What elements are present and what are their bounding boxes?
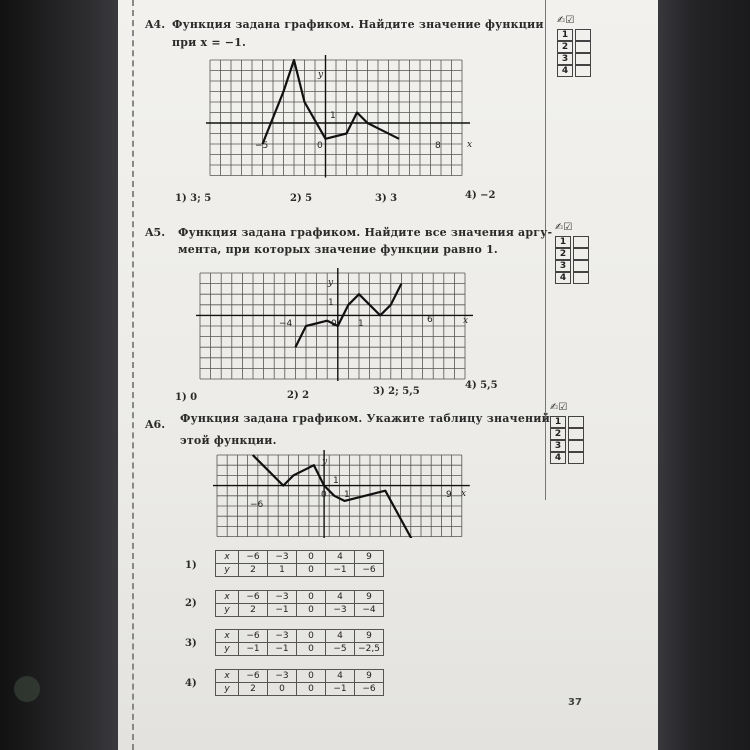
question-a4-text: Функция задана графиком. Найдите значение функции: [172, 18, 544, 31]
table-cell: −5: [326, 643, 355, 656]
table-cell: 4: [326, 591, 355, 604]
table-cell: −6: [239, 551, 268, 564]
graph-a6-x-label: x: [461, 489, 467, 499]
box-label: 2: [557, 41, 573, 53]
table-cell: −1: [268, 643, 297, 656]
graph-a4-grid: [210, 60, 462, 176]
table-cell: −3: [268, 551, 297, 564]
graph-a6-curve: [253, 455, 416, 538]
value-table-1: [215, 550, 384, 577]
table-cell: 9: [355, 551, 384, 564]
graph-a4-y-label: y: [318, 70, 324, 80]
graph-a6-zero-label: 0: [321, 490, 327, 500]
graph-a4-zero-label: 0: [317, 141, 323, 151]
answer-checkbox[interactable]: [568, 428, 584, 440]
box-label: 4: [555, 272, 571, 284]
table-cell: −6: [239, 670, 268, 683]
graph-a5-neg-label: −4: [279, 319, 293, 329]
pencil-check-icon: ✍☑: [550, 402, 568, 413]
answer-checkbox[interactable]: [568, 416, 584, 428]
graph-a6-one-x-label: 1: [344, 490, 350, 500]
page-number: 37: [568, 697, 582, 708]
dark-background-left: [0, 0, 118, 750]
a4-option-1[interactable]: 1) 3; 5: [175, 193, 212, 204]
table-cell: −3: [326, 604, 355, 617]
graph-a6-pos-label: 9: [446, 490, 452, 500]
graph-a6-y-label: y: [322, 457, 328, 467]
table-cell: −1: [326, 683, 355, 696]
answer-boxes-a5: [555, 222, 595, 284]
table-cell: −6: [355, 683, 384, 696]
a5-option-4[interactable]: 4) 5,5: [465, 380, 498, 391]
graph-a6-one-label: 1: [333, 476, 339, 486]
table-cell: −6: [239, 630, 268, 643]
graph-a5-x-label: x: [463, 316, 469, 326]
table-cell: y: [216, 564, 239, 577]
answer-checkbox[interactable]: [575, 29, 591, 41]
table-cell: −3: [268, 591, 297, 604]
table-cell: x: [216, 630, 239, 643]
graph-a4-x-label: x: [467, 140, 473, 150]
a4-option-3[interactable]: 3) 3: [375, 193, 398, 204]
answer-boxes-a6: [550, 402, 590, 464]
table-cell: 0: [297, 683, 326, 696]
graph-a4-pos-label: 8: [435, 141, 441, 151]
question-a4-text-2: при x = −1.: [172, 36, 247, 49]
dark-background-right: [655, 0, 750, 750]
graph-a6-grid: [217, 455, 462, 537]
answer-boxes-a4: [557, 15, 597, 77]
table-row: [216, 630, 384, 643]
table-cell: −4: [355, 604, 384, 617]
box-label: 3: [555, 260, 571, 272]
table-cell: 2: [239, 604, 268, 617]
table-row: [216, 643, 384, 656]
table-cell: 4: [326, 551, 355, 564]
table-row: [216, 670, 384, 683]
table-cell: −2,5: [355, 643, 384, 656]
box-label: 2: [555, 248, 571, 260]
a4-option-2[interactable]: 2) 5: [290, 193, 313, 204]
answer-checkbox[interactable]: [575, 41, 591, 53]
a4-option-4[interactable]: 4) −2: [465, 190, 496, 201]
graph-a4-neg-label: −5: [255, 141, 269, 151]
box-label: 1: [550, 416, 566, 428]
table-cell: −3: [268, 670, 297, 683]
table-cell: 0: [268, 683, 297, 696]
graph-a4-one-label: 1: [330, 111, 336, 121]
graph-a5-one-x-label: 1: [358, 319, 364, 329]
table-cell: 4: [326, 670, 355, 683]
table-cell: 9: [355, 630, 384, 643]
table-1-label[interactable]: 1): [185, 560, 197, 571]
table-cell: −6: [239, 591, 268, 604]
table-cell: −1: [268, 604, 297, 617]
table-cell: x: [216, 670, 239, 683]
answer-checkbox[interactable]: [573, 248, 589, 260]
table-cell: 9: [355, 670, 384, 683]
table-cell: x: [216, 591, 239, 604]
question-a5-text: Функция задана графиком. Найдите все значения аргу-: [178, 226, 553, 239]
table-row: [216, 564, 384, 577]
question-a6-text: Функция задана графиком. Укажите таблицу значений: [180, 412, 550, 425]
table-cell: 0: [297, 591, 326, 604]
question-a5-number: A5.: [145, 226, 166, 239]
graph-a5-zero-label: 0: [331, 319, 337, 329]
table-cell: 0: [297, 564, 326, 577]
table-cell: −6: [355, 564, 384, 577]
table-cell: −1: [326, 564, 355, 577]
table-cell: 2: [239, 564, 268, 577]
question-a6-text-2: этой функции.: [180, 434, 277, 447]
table-cell: 4: [326, 630, 355, 643]
answer-checkbox[interactable]: [568, 440, 584, 452]
box-label: 1: [557, 29, 573, 41]
question-a6-number: A6.: [145, 418, 166, 431]
table-row: [216, 683, 384, 696]
box-label: 1: [555, 236, 571, 248]
graph-a5: [195, 268, 475, 386]
table-row: [216, 591, 384, 604]
table-cell: y: [216, 604, 239, 617]
value-table-2: [215, 590, 384, 617]
table-cell: 9: [355, 591, 384, 604]
answer-checkbox[interactable]: [573, 236, 589, 248]
value-table-3: [215, 629, 384, 656]
graph-a5-pos-label: 6: [427, 315, 433, 325]
answer-checkbox[interactable]: [575, 53, 591, 65]
a5-option-1[interactable]: 1) 0: [175, 392, 198, 403]
table-cell: y: [216, 643, 239, 656]
table-cell: 0: [297, 670, 326, 683]
question-a4-number: A4.: [145, 18, 166, 31]
table-row: [216, 604, 384, 617]
graph-a4: [205, 55, 475, 180]
table-cell: −1: [239, 643, 268, 656]
value-table-4: [215, 669, 384, 696]
table-cell: −3: [268, 630, 297, 643]
a5-option-2[interactable]: 2) 2: [287, 390, 310, 401]
pencil-check-icon: ✍☑: [557, 15, 575, 26]
graph-a6-neg-label: −6: [250, 500, 264, 510]
table-4-label[interactable]: 4): [185, 678, 197, 689]
table-2-label[interactable]: 2): [185, 598, 197, 609]
table-cell: 0: [297, 551, 326, 564]
table-3-label[interactable]: 3): [185, 638, 197, 649]
table-cell: x: [216, 551, 239, 564]
table-cell: 0: [297, 643, 326, 656]
table-cell: y: [216, 683, 239, 696]
pencil-check-icon: ✍☑: [555, 222, 573, 233]
table-cell: 2: [239, 683, 268, 696]
left-margin-dashed-line: [132, 0, 134, 750]
answer-checkbox[interactable]: [568, 452, 584, 464]
box-label: 3: [557, 53, 573, 65]
box-label: 4: [557, 65, 573, 77]
a5-option-3[interactable]: 3) 2; 5,5: [373, 386, 420, 397]
camera-button-icon: [14, 676, 40, 702]
table-row: [216, 551, 384, 564]
answer-checkbox[interactable]: [573, 272, 589, 284]
answer-checkbox[interactable]: [575, 65, 591, 77]
box-label: 2: [550, 428, 566, 440]
answer-checkbox[interactable]: [573, 260, 589, 272]
graph-a5-y-label: y: [328, 278, 334, 288]
box-label: 3: [550, 440, 566, 452]
table-cell: 1: [268, 564, 297, 577]
box-label: 4: [550, 452, 566, 464]
table-cell: 0: [297, 630, 326, 643]
table-cell: 0: [297, 604, 326, 617]
graph-a5-one-label: 1: [328, 298, 334, 308]
question-a5-text-2: мента, при которых значение функции равно 1.: [178, 243, 498, 256]
graph-a6: [212, 450, 472, 538]
